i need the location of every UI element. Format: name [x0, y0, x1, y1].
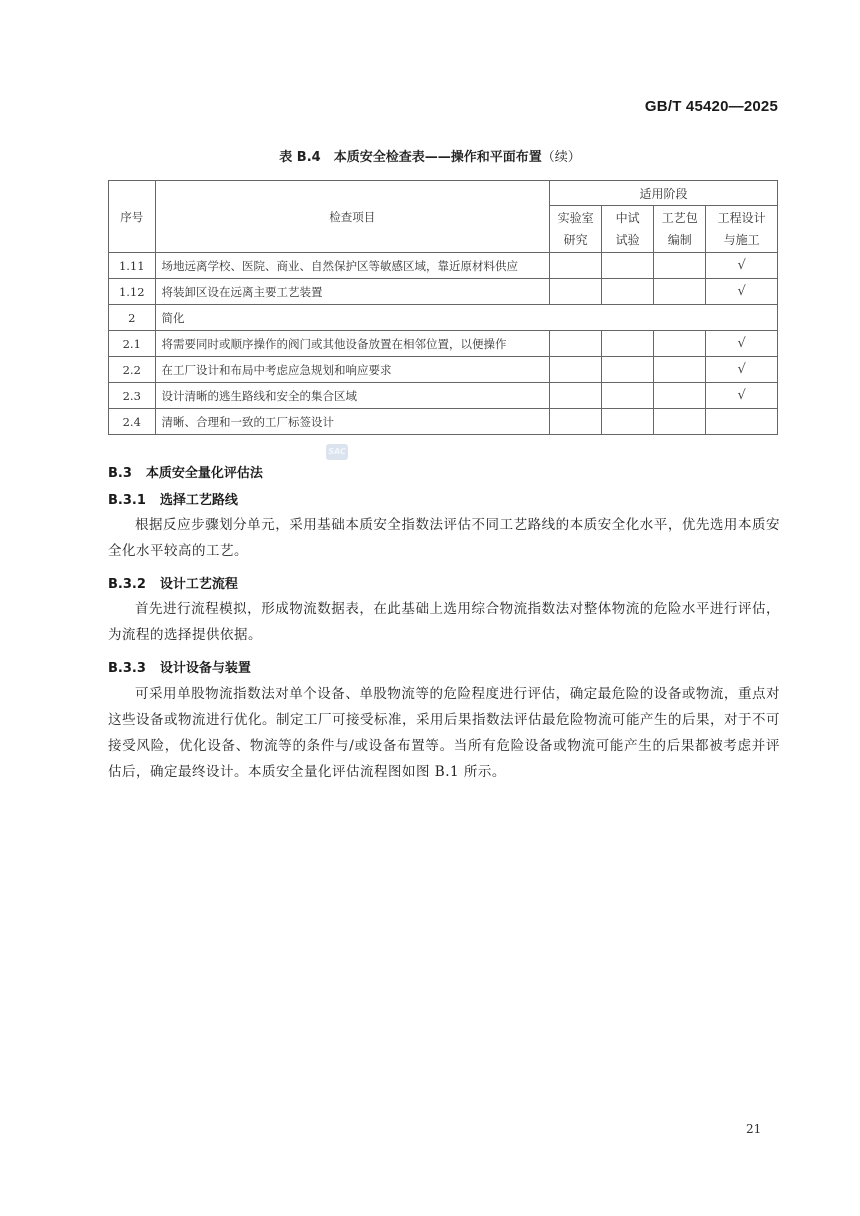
check-mark-icon: √: [706, 279, 778, 305]
row-seq: 2.3: [109, 383, 156, 409]
header-item: 检查项目: [155, 181, 550, 253]
empty-cell: [654, 279, 706, 305]
row-item: 在工厂设计和布局中考虑应急规划和响应要求: [155, 357, 550, 383]
section-heading-b31: [108, 489, 238, 508]
empty-cell: [602, 331, 654, 357]
empty-cell: [550, 383, 602, 409]
header-stage-2: [654, 206, 706, 253]
header-stage-group: 适用阶段: [550, 181, 778, 206]
empty-cell: [602, 253, 654, 279]
header-stage-0: [550, 206, 602, 253]
section-title: 设计设备与装置: [159, 661, 251, 676]
empty-cell: [602, 383, 654, 409]
header-stage-line2: 试验: [615, 233, 640, 247]
header-seq: 序号: [109, 181, 156, 253]
section-title: 设计工艺流程: [159, 577, 238, 592]
section-title: 选择工艺路线: [159, 493, 238, 508]
table-row: [109, 331, 778, 357]
table-row: [109, 409, 778, 435]
header-stage-line1: 工艺包: [661, 211, 698, 225]
empty-cell: [706, 409, 778, 435]
check-mark-icon: √: [706, 331, 778, 357]
paragraph-b33: 可采用单股物流指数法对单个设备、单股物流等的危险程度进行评估，确定最危险的设备或物流，重点对这些设备或物流进行优化。制定工厂可接受标准，采用后果指数法评估最危险物流可能产生的后果，对于不可接受风险，优化设备、物流等的条件与/或设备布置等。当所有危险设备或物流可能产生的后果都被考虑并评估后，确定最终设计。本质安全量化评估流程图如图 B.1 所示。: [108, 686, 780, 780]
section-heading-b3: [108, 462, 263, 481]
row-seq: 2.2: [109, 357, 156, 383]
section-title: 本质安全量化评估法: [145, 466, 263, 481]
row-item: 将需要同时或顺序操作的阀门或其他设备放置在相邻位置，以便操作: [155, 331, 550, 357]
empty-cell: [550, 331, 602, 357]
row-seq: 1.12: [109, 279, 156, 305]
row-item: 场地远离学校、医院、商业、自然保护区等敏感区域，靠近原材料供应: [155, 253, 550, 279]
empty-cell: [654, 357, 706, 383]
empty-cell: [550, 357, 602, 383]
empty-cell: [602, 357, 654, 383]
section-number: B.3.3: [108, 661, 146, 676]
empty-cell: [550, 253, 602, 279]
empty-cell: [602, 409, 654, 435]
section-number: B.3.1: [108, 493, 146, 508]
table-row: [109, 383, 778, 409]
empty-cell: [654, 383, 706, 409]
standard-number: GB/T 45420—2025: [644, 98, 778, 115]
row-item: 清晰、合理和一致的工厂标签设计: [155, 409, 550, 435]
header-stage-line2: 研究: [563, 233, 588, 247]
table-row: [109, 279, 778, 305]
table-row: [109, 253, 778, 279]
row-item: 设计清晰的逃生路线和安全的集合区域: [155, 383, 550, 409]
table-title-text: 表 B.4 本质安全检查表——操作和平面布置: [279, 150, 542, 165]
empty-cell: [602, 279, 654, 305]
paragraph-b32: 首先进行流程模拟，形成物流数据表，在此基础上选用综合物流指数法对整体物流的危险水平进行评估，为流程的选择提供依据。: [108, 601, 780, 643]
empty-cell: [654, 331, 706, 357]
check-mark-icon: √: [706, 383, 778, 409]
row-seq: 2: [109, 305, 156, 331]
checklist-table: [108, 180, 778, 435]
section-number: B.3: [108, 466, 132, 481]
header-stage-line2: 与施工: [723, 233, 760, 247]
sac-watermark-logo: SAC: [326, 444, 348, 460]
row-item: 简化: [155, 305, 777, 331]
check-mark-icon: √: [706, 357, 778, 383]
header-stage-1: [602, 206, 654, 253]
table-row: [109, 357, 778, 383]
header-stage-3: [706, 206, 778, 253]
check-mark-icon: √: [706, 253, 778, 279]
section-number: B.3.2: [108, 577, 146, 592]
header-stage-line1: 实验室: [557, 211, 594, 225]
table-title: [0, 146, 860, 165]
section-heading-b33: [108, 657, 251, 676]
header-stage-line1: 中试: [615, 211, 640, 225]
header-stage-line2: 编制: [667, 233, 692, 247]
paragraph-b31: 根据反应步骤划分单元，采用基础本质安全指数法评估不同工艺路线的本质安全化水平，优先选用本质安全化水平较高的工艺。: [108, 517, 780, 559]
row-seq: 2.4: [109, 409, 156, 435]
row-item: 将装卸区设在远离主要工艺装置: [155, 279, 550, 305]
empty-cell: [550, 279, 602, 305]
row-seq: 1.11: [109, 253, 156, 279]
table-title-continued: （续）: [541, 150, 581, 165]
empty-cell: [550, 409, 602, 435]
header-stage-line1: 工程设计: [717, 211, 766, 225]
table-section-row: [109, 305, 778, 331]
section-heading-b32: [108, 573, 238, 592]
page-number: 21: [746, 1122, 762, 1136]
empty-cell: [654, 253, 706, 279]
row-seq: 2.1: [109, 331, 156, 357]
empty-cell: [654, 409, 706, 435]
